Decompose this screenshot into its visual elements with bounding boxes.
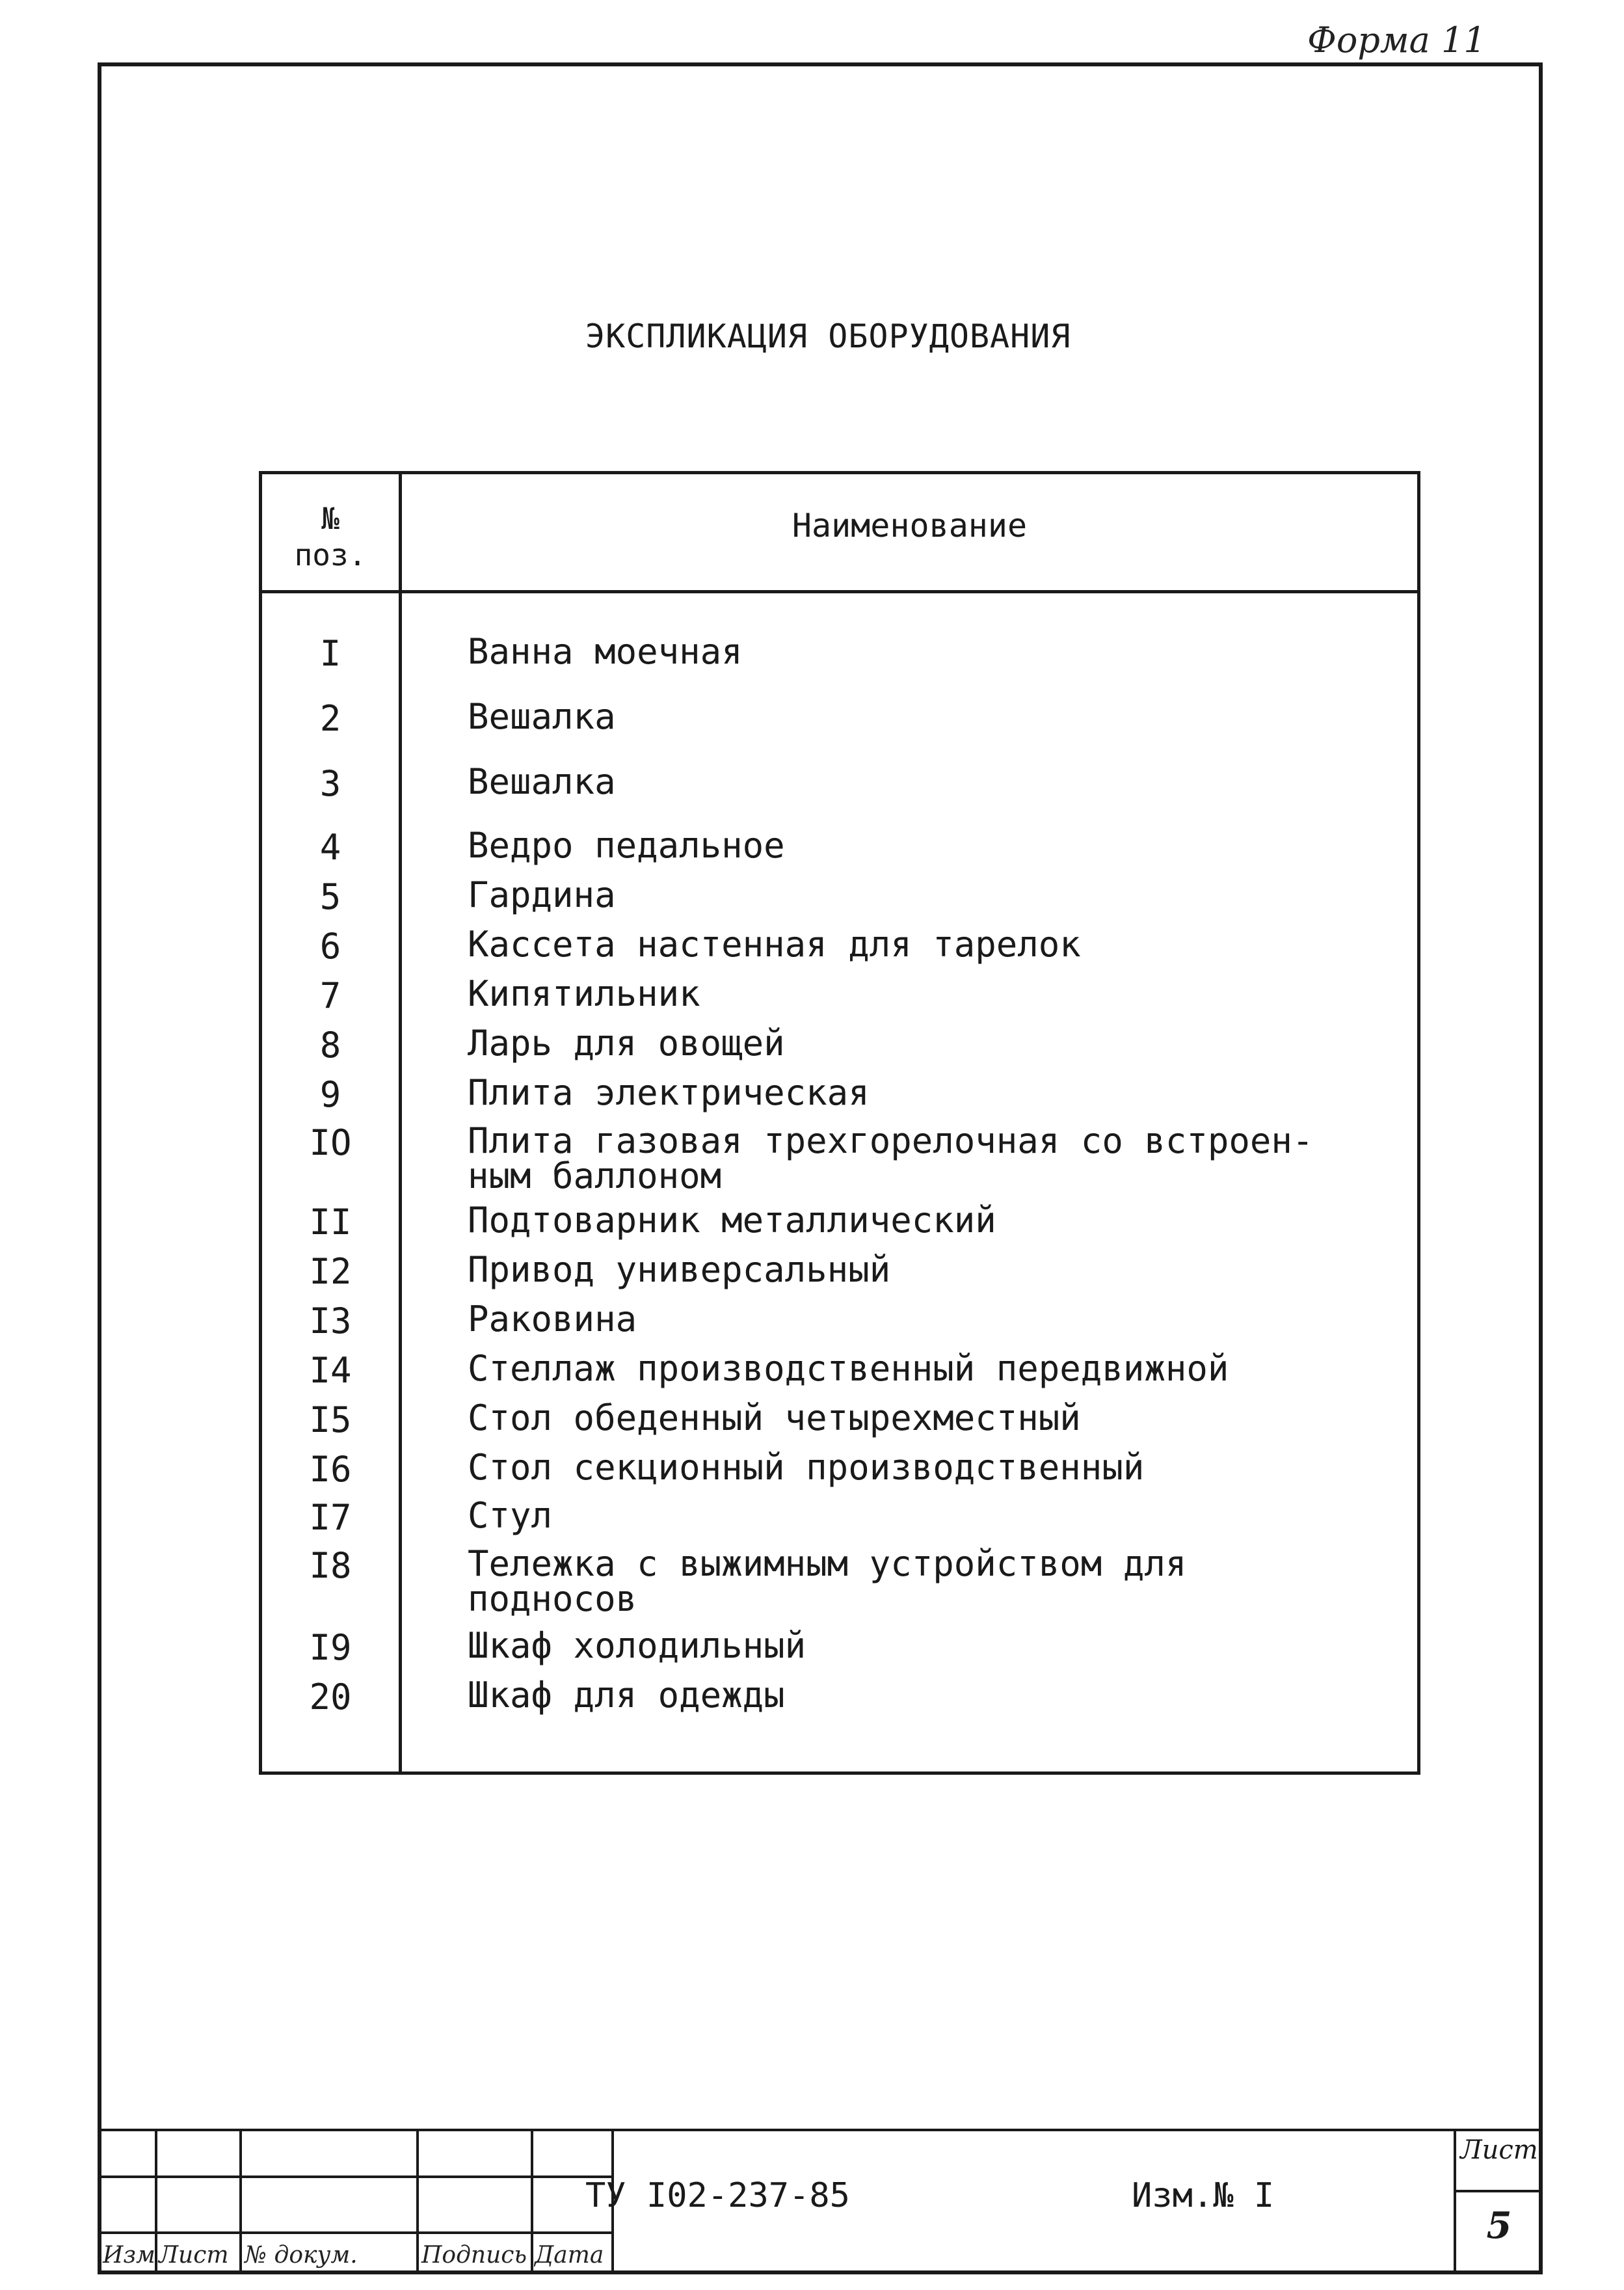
- row-position: I4: [309, 1350, 352, 1391]
- row-position: 4: [319, 827, 341, 868]
- header-separator: [262, 590, 1417, 593]
- row-name: Ларь для овощей: [468, 1023, 785, 1064]
- row-position: I9: [309, 1627, 352, 1668]
- row-name: Шкаф холодильный: [468, 1625, 806, 1666]
- row-position: I2: [309, 1251, 352, 1292]
- row-position: 7: [319, 975, 341, 1016]
- header-position: [262, 500, 399, 573]
- row-name: Стеллаж производственный передвижной: [468, 1348, 1229, 1389]
- row-name: Гардина: [468, 874, 616, 915]
- title-block-top-line: [98, 2129, 1543, 2131]
- header-position-label: поз.: [294, 537, 367, 572]
- document-code: ТУ I02-237-85: [585, 2176, 850, 2215]
- caption-sheet: Лист: [159, 2242, 229, 2269]
- row-name: Ванна моечная: [468, 631, 743, 672]
- row-position: I3: [309, 1300, 352, 1341]
- title-block-col-line: [531, 2129, 533, 2274]
- row-name: Стол секционный производственный: [468, 1447, 1145, 1488]
- caption-doc-number: № докум.: [245, 2242, 358, 2269]
- row-position: 6: [319, 926, 341, 967]
- row-position: II: [309, 1202, 352, 1243]
- row-position: 5: [319, 876, 341, 917]
- header-name: Наименование: [792, 507, 1028, 545]
- sheet-number: 5: [1486, 2204, 1512, 2247]
- row-position: 9: [319, 1074, 341, 1115]
- row-name: Стол обеденный четырехместный: [468, 1397, 1081, 1438]
- row-position: 8: [319, 1025, 341, 1066]
- row-name: Вешалка: [468, 761, 616, 802]
- row-name: Шкаф для одежды: [468, 1675, 785, 1716]
- row-position: 3: [319, 763, 341, 804]
- row-name: Плита газовая трехгорелочная со встроен-ным баллоном: [468, 1120, 1314, 1196]
- title-block-col-line: [1454, 2129, 1456, 2274]
- row-name: Раковина: [468, 1299, 637, 1340]
- revision-number: Изм.№ I: [1132, 2176, 1275, 2215]
- equipment-table: [259, 471, 1420, 1775]
- row-name: Подтоварник металлический: [468, 1200, 996, 1241]
- row-position: 20: [309, 1677, 352, 1717]
- row-position: I: [319, 633, 341, 674]
- caption-date: Дата: [535, 2242, 604, 2269]
- document-title: ЭКСПЛИКАЦИЯ ОБОРУДОВАНИЯ: [585, 317, 1071, 355]
- row-name: Тележка с выжимным устройством для подносов: [468, 1543, 1187, 1619]
- row-position: 2: [319, 698, 341, 739]
- header-position-number-sign: №: [321, 501, 339, 536]
- row-position: I7: [309, 1497, 352, 1538]
- row-position: IO: [309, 1122, 352, 1163]
- title-block-col-line: [239, 2129, 242, 2274]
- form-label: Форма 11: [1307, 20, 1486, 61]
- caption-signature: Подпись: [421, 2242, 527, 2269]
- row-name: Кассета настенная для тарелок: [468, 924, 1081, 965]
- title-block-col-line: [416, 2129, 419, 2274]
- row-name: Кипятильник: [468, 973, 700, 1014]
- row-name: Стул: [468, 1495, 553, 1536]
- caption-change: Изм: [103, 2242, 155, 2269]
- sheet-cell-line: [1454, 2190, 1543, 2192]
- row-position: I6: [309, 1449, 352, 1490]
- column-separator: [399, 474, 402, 1771]
- row-position: I8: [309, 1545, 352, 1586]
- title-block-row-line: [98, 2231, 611, 2234]
- row-position: I5: [309, 1399, 352, 1440]
- sheet-label: Лист: [1460, 2135, 1538, 2165]
- row-name: Вешалка: [468, 696, 616, 737]
- row-name: Плита электрическая: [468, 1072, 870, 1113]
- row-name: Ведро педальное: [468, 825, 785, 866]
- title-block-row-line: [98, 2176, 611, 2178]
- row-name: Привод универсальный: [468, 1249, 891, 1290]
